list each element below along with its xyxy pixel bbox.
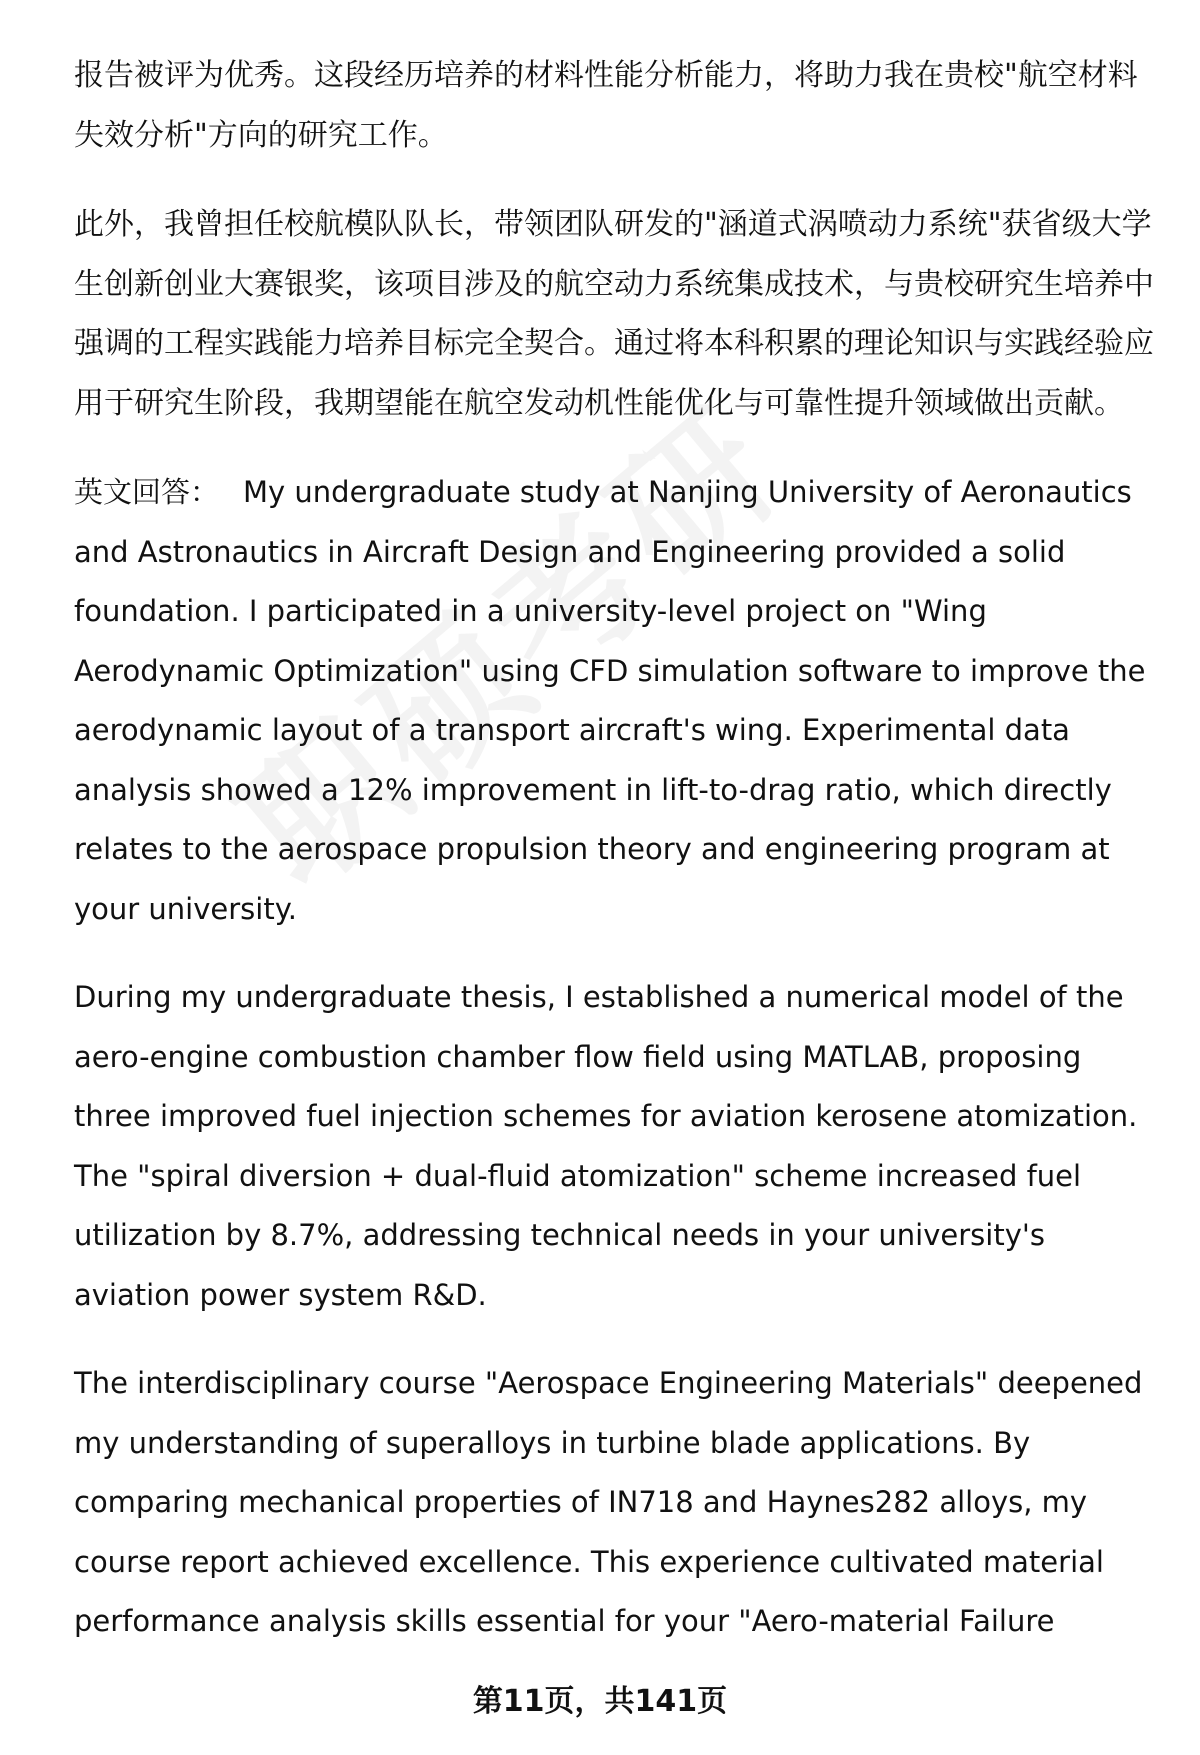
paragraph-3-text: My undergraduate study at Nanjing University of Aeronautics and Astronautics in Aircraft Design and Engineering provided a solid foundation. I participated in a university-level project on "Wing Aerodynamic Optimization" using CFD simulation software to improve the aerodynamic layout of a transport aircraft's wing. Experimental data analysis showed a 12% improvement in lift-to-drag ratio, which directly relates to the aerospace propulsion theory and engineering program at your university.: [74, 475, 1146, 926]
page-number: 第11页，共141页: [472, 1684, 728, 1719]
answer-label: 英文回答：: [74, 475, 220, 509]
paragraph-5: The interdisciplinary course "Aerospace Engineering Materials" deepened my understanding of superalloys in turbine blade applications. By comparing mechanical properties of IN718 and Haynes282 alloys, my course report achieved excellence. This experience cultivated material performance analysis skills essential for your "Aero-material Failure: [74, 1366, 1143, 1638]
paragraph-3: [74, 463, 1164, 939]
document-body: [74, 46, 1164, 1652]
paragraph-4: During my undergraduate thesis, I established a numerical model of the aero-engine combustion chamber flow field using MATLAB, proposing three improved fuel injection schemes for aviation kerosene atomization. The "spiral diversion + dual-fluid atomization" scheme increased fuel utilization by 8.7%, addressing technical needs in your university's aviation power system R&D.: [74, 980, 1138, 1312]
paragraph-2: 此外，我曾担任校航模队队长，带领团队研发的"涵道式涡喷动力系统"获省级大学生创新创业大赛银奖，该项目涉及的航空动力系统集成技术，与贵校研究生培养中强调的工程实践能力培养目标完全契合。通过将本科积累的理论知识与实践经验应用于研究生阶段，我期望能在航空发动机性能优化与可靠性提升领域做出贡献。: [74, 207, 1154, 421]
paragraph-1: 报告被评为优秀。这段经历培养的材料性能分析能力，将助力我在贵校"航空材料失效分析"方向的研究工作。: [74, 58, 1138, 153]
